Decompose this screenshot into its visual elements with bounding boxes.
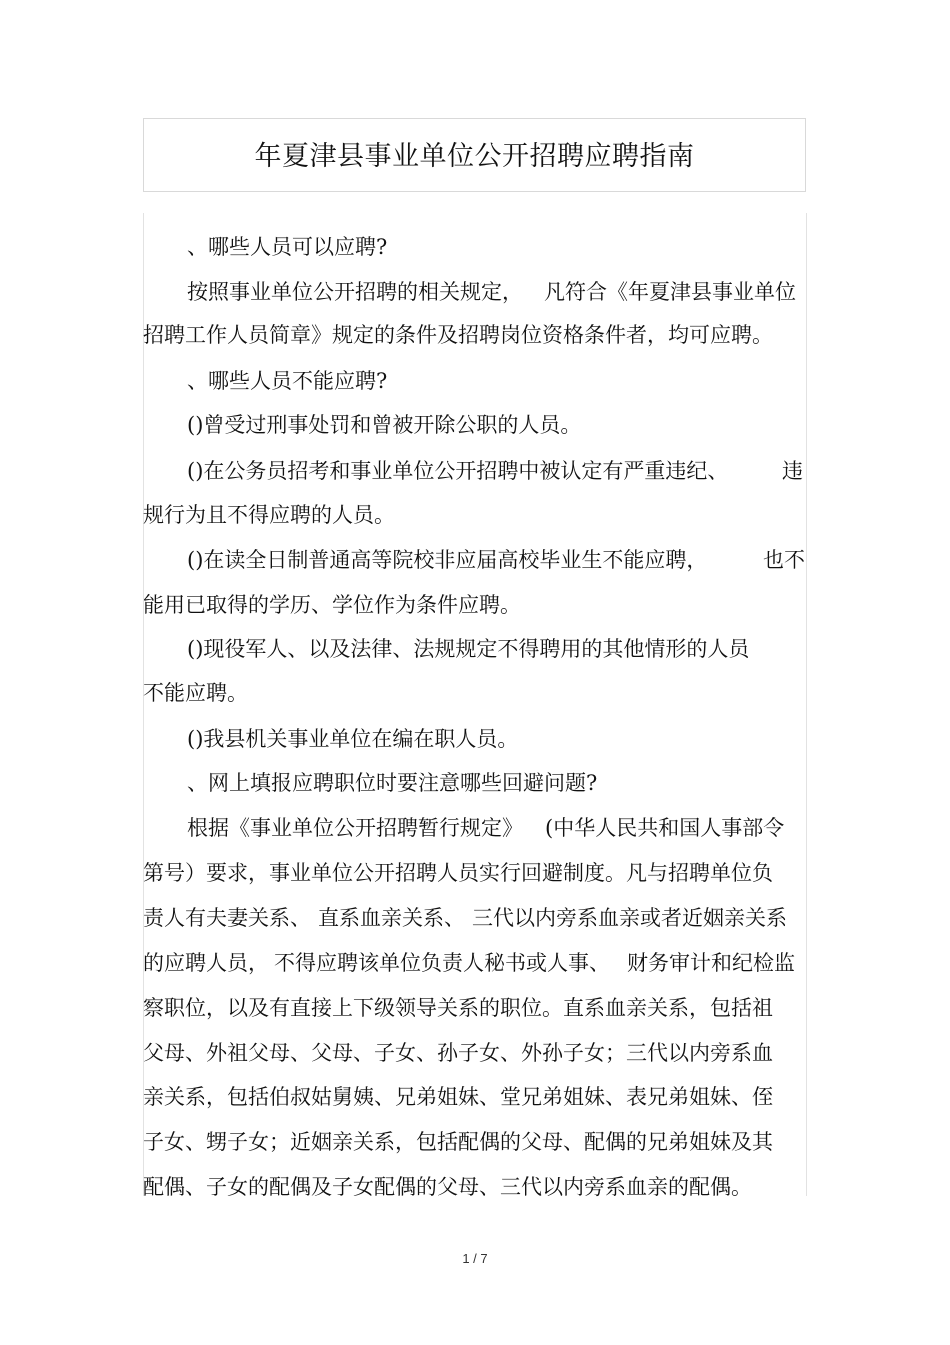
- document-title: 年夏津县事业单位公开招聘应聘指南: [254, 141, 695, 172]
- paragraph-line: 的应聘人员，: [143, 951, 269, 975]
- list-item: ()在读全日制普通高等院校非应届高校毕业生不能应聘，: [187, 548, 708, 572]
- paragraph-line: 直系血亲关系、: [318, 906, 465, 930]
- list-item: ()在公务员招考和事业单位公开招聘中被认定有严重违纪、: [187, 459, 729, 483]
- paragraph-line: 凡符合《年夏津县事业单位: [544, 280, 796, 304]
- paragraph-line: 配偶、子女的配偶及子女配偶的父母、三代以内旁系血亲的配偶。: [143, 1175, 752, 1199]
- paragraph-line: 察职位，以及有直接上下级领导关系的职位。直系血亲关系，包括祖: [143, 996, 773, 1020]
- paragraph-line: 亲关系，包括伯叔姑舅姨、兄弟姐妹、堂兄弟姐妹、表兄弟姐妹、侄: [143, 1085, 773, 1109]
- list-item: ()曾受过刑事处罚和曾被开除公职的人员。: [187, 413, 582, 437]
- paragraph-line: 招聘工作人员简章》规定的条件及招聘岗位资格条件者，均可应聘。: [143, 323, 773, 347]
- paragraph-line: 按照事业单位公开招聘的相关规定，: [187, 280, 523, 304]
- list-item-wrap: 能用已取得的学历、学位作为条件应聘。: [143, 593, 521, 617]
- paragraph-line: (中华人民共和国人事部令: [545, 816, 785, 840]
- section-heading-who-cannot-apply: 、哪些人员不能应聘?: [187, 369, 388, 393]
- paragraph-line: 不得应聘该单位负责人秘书或人事、: [274, 951, 610, 975]
- paragraph-line: 第号）要求，事业单位公开招聘人员实行回避制度。凡与招聘单位负: [143, 861, 773, 885]
- list-item: ()现役军人、以及法律、法规规定不得聘用的其他情形的人员: [187, 637, 750, 661]
- paragraph-line: 根据《事业单位公开招聘暂行规定》: [187, 816, 523, 840]
- section-heading-avoidance: 、网上填报应聘职位时要注意哪些回避问题?: [187, 771, 598, 795]
- title-box: [143, 118, 806, 192]
- list-item-continuation: 违: [782, 459, 803, 483]
- page-number: 1 / 7: [462, 1251, 488, 1266]
- list-item: ()我县机关事业单位在编在职人员。: [187, 727, 519, 751]
- section-heading-who-can-apply: 、哪些人员可以应聘?: [187, 235, 388, 259]
- paragraph-line: 子女、甥子女；近姻亲关系，包括配偶的父母、配偶的兄弟姐妹及其: [143, 1130, 773, 1154]
- list-item-continuation: 也不: [763, 548, 805, 572]
- list-item-wrap: 不能应聘。: [143, 681, 248, 705]
- paragraph-line: 三代以内旁系血亲或者近姻亲关系: [472, 906, 787, 930]
- list-item-wrap: 规行为且不得应聘的人员。: [143, 503, 395, 527]
- paragraph-line: 父母、外祖父母、父母、子女、孙子女、外孙子女；三代以内旁系血: [143, 1041, 773, 1065]
- paragraph-line: 责人有夫妻关系、: [143, 906, 311, 930]
- paragraph-line: 财务审计和纪检监: [627, 951, 795, 975]
- right-margin-rule: [806, 213, 807, 1196]
